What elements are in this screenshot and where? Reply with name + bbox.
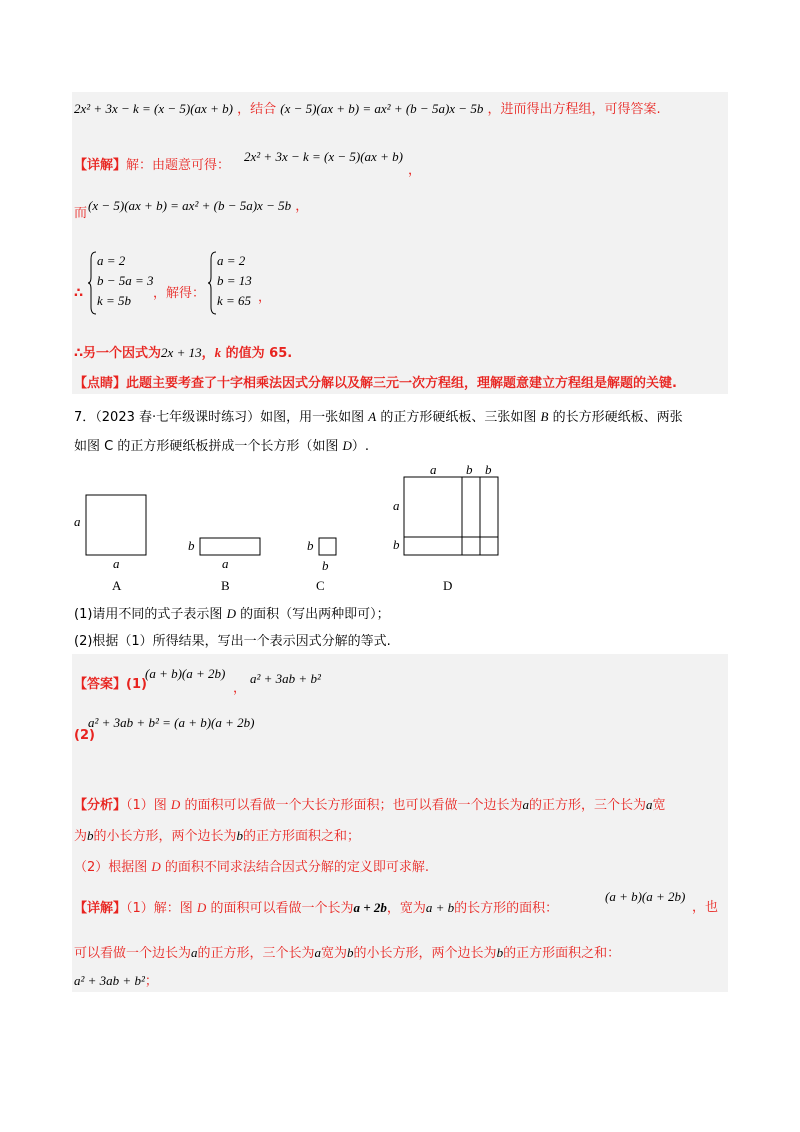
detail-tag: 【详解】 bbox=[74, 901, 127, 916]
variable: b bbox=[496, 945, 504, 960]
text: ，结合 bbox=[237, 102, 277, 117]
square-a bbox=[86, 495, 146, 555]
analysis-line-1 bbox=[74, 796, 665, 815]
comment-text: 此题主要考查了十字相乘法因式分解以及解三元一次方程组，理解题意建立方程组是解题的关键. bbox=[126, 376, 677, 391]
label-a: a bbox=[430, 462, 437, 477]
equation: (x − 5)(ax + b) = ax² + (b − 5a)x − 5b bbox=[280, 101, 484, 116]
text: 可以看做一个边长为 bbox=[74, 946, 192, 961]
text: 解：由题意可得： bbox=[126, 158, 231, 173]
text: 的长方形的面积： bbox=[454, 901, 559, 916]
subq-2 bbox=[74, 633, 391, 651]
text: ，也 bbox=[692, 900, 719, 915]
variable: D bbox=[226, 606, 236, 621]
variable: A bbox=[368, 409, 377, 424]
answer-expr-1 bbox=[145, 665, 225, 684]
answer-line-1 bbox=[74, 676, 147, 694]
label-b: b bbox=[307, 538, 314, 553]
variable: b bbox=[87, 828, 94, 843]
detail-line-1 bbox=[74, 157, 230, 175]
text: 的面积可以看做一个大长方形面积；也可以看做一个边长为 bbox=[180, 798, 523, 813]
comment-tag: 【点睛】 bbox=[74, 376, 127, 391]
label-b: b bbox=[322, 558, 329, 573]
text: 的正方形面积之和； bbox=[243, 829, 361, 844]
rect-b bbox=[200, 538, 260, 555]
variable: a bbox=[645, 797, 653, 812]
expression: a² + 3ab + b² bbox=[74, 973, 145, 988]
text: 的小长方形，两个边长为 bbox=[93, 829, 237, 844]
solve-text: ，解得： bbox=[153, 286, 206, 301]
text: (1)请用不同的式子表示图 bbox=[74, 607, 227, 622]
expression: a + b bbox=[425, 900, 455, 915]
system-row: a = 2 bbox=[217, 253, 246, 268]
variable: b bbox=[236, 828, 244, 843]
text: 而 bbox=[74, 206, 88, 221]
variable: a bbox=[522, 797, 529, 812]
system-row: k = 5b bbox=[97, 293, 132, 308]
text: 的面积可以看做一个长为 bbox=[206, 901, 354, 916]
text: 7．（2023 春·七年级课时练习）如图，用一张如图 bbox=[74, 410, 369, 425]
text: 宽为 bbox=[321, 946, 348, 961]
analysis-top-line bbox=[74, 100, 661, 119]
figure bbox=[60, 455, 720, 595]
variable: k bbox=[214, 345, 222, 360]
text: 为 bbox=[74, 829, 88, 844]
system-row: b = 13 bbox=[217, 273, 252, 288]
expression: a² + 3ab + b² = (a + b)(a + 2b) bbox=[88, 715, 255, 730]
variable: D bbox=[196, 900, 207, 915]
text: （1）图 bbox=[126, 798, 171, 813]
text: 的正方形硬纸板、三张如图 bbox=[376, 410, 541, 425]
separator: ， bbox=[233, 681, 247, 696]
answer-tag: 【答案】 bbox=[74, 677, 127, 692]
detail-line-2 bbox=[74, 205, 87, 223]
system-row: a = 2 bbox=[97, 253, 126, 268]
equation: 2x² + 3x − k = (x − 5)(ax + b) bbox=[244, 149, 403, 164]
part-number: (2) bbox=[74, 728, 95, 743]
label-b: b bbox=[188, 538, 195, 553]
analysis-tag: 【分析】 bbox=[74, 798, 127, 813]
detail-eq-2 bbox=[88, 197, 308, 216]
label-a: a bbox=[74, 514, 81, 529]
solution-block-bottom bbox=[72, 654, 728, 992]
system-row: k = 65 bbox=[217, 293, 252, 308]
text: ）. bbox=[351, 439, 370, 454]
comment-line bbox=[74, 375, 677, 393]
expression: a + 2b bbox=[353, 900, 387, 915]
q7-line-1 bbox=[74, 408, 683, 427]
variable: b bbox=[347, 945, 354, 960]
detail-tag: 【详解】 bbox=[74, 158, 127, 173]
text: ， bbox=[201, 346, 215, 361]
analysis-line-3 bbox=[74, 858, 429, 877]
label-a: a bbox=[393, 498, 400, 513]
comma: ， bbox=[295, 199, 309, 214]
detail-eq-1 bbox=[244, 148, 403, 167]
text: 的小长方形，两个边长为 bbox=[353, 946, 497, 961]
therefore-symbol: ∴ bbox=[74, 286, 84, 301]
text: 的长方形硬纸板、两张 bbox=[548, 410, 683, 425]
text: ； bbox=[144, 974, 158, 989]
square-c bbox=[319, 538, 336, 555]
expression: 2x + 13 bbox=[161, 345, 202, 360]
equation: 2x² + 3x − k = (x − 5)(ax + b) bbox=[74, 101, 233, 116]
text: 如图 C 的正方形硬纸板拼成一个长方形（如图 bbox=[74, 439, 343, 454]
text: ，宽为 bbox=[386, 901, 426, 916]
label-b: b bbox=[485, 462, 492, 477]
text: 的正方形，三个长为 bbox=[197, 946, 315, 961]
analysis-line-2 bbox=[74, 827, 360, 846]
caption-d: D bbox=[443, 578, 453, 593]
text: ，进而得出方程组，可得答案. bbox=[487, 102, 661, 117]
text: 的面积不同求法结合因式分解的定义即可求解. bbox=[160, 860, 430, 875]
text: 的值为 65. bbox=[221, 346, 293, 361]
text: 的面积（写出两种即可）； bbox=[235, 607, 390, 622]
caption-b: B bbox=[221, 578, 230, 593]
variable: a bbox=[191, 945, 198, 960]
subq-1 bbox=[74, 605, 390, 624]
text: （1）解：图 bbox=[126, 901, 197, 916]
answer-expr-3 bbox=[88, 714, 254, 733]
text: (2)根据（1）所得结果，写出一个表示因式分解的等式. bbox=[74, 634, 391, 649]
caption-a: A bbox=[112, 578, 122, 593]
text: 的正方形面积之和： bbox=[503, 946, 621, 961]
expression: a² + 3ab + b² bbox=[250, 671, 321, 686]
variable: D bbox=[170, 797, 181, 812]
conclusion-line bbox=[74, 344, 292, 363]
text: 的正方形，三个长为 bbox=[528, 798, 646, 813]
comma: ， bbox=[258, 290, 272, 305]
rect-d bbox=[404, 477, 498, 555]
detail2-line-1 bbox=[74, 899, 558, 918]
variable: B bbox=[540, 409, 549, 424]
label-b: b bbox=[466, 462, 473, 477]
expression: (a + b)(a + 2b) bbox=[605, 889, 686, 904]
q7-line-2 bbox=[74, 437, 369, 456]
detail2-expr bbox=[605, 888, 685, 907]
variable: a bbox=[314, 945, 322, 960]
expression: (a + b)(a + 2b) bbox=[145, 666, 226, 681]
label-a: a bbox=[113, 556, 120, 571]
part-number: (1) bbox=[126, 677, 147, 692]
detail2-line-2 bbox=[74, 944, 620, 963]
system-2 bbox=[217, 251, 252, 311]
equation: (x − 5)(ax + b) = ax² + (b − 5a)x − 5b bbox=[88, 198, 292, 213]
caption-c: C bbox=[316, 578, 325, 593]
comma: ， bbox=[408, 163, 422, 178]
variable: D bbox=[151, 859, 161, 874]
answer-expr-2 bbox=[250, 670, 321, 689]
system-row: b − 5a = 3 bbox=[97, 273, 154, 288]
variable: D bbox=[342, 438, 352, 453]
detail2-line-3 bbox=[74, 972, 158, 991]
text: 宽 bbox=[652, 798, 666, 813]
text: ∴另一个因式为 bbox=[74, 346, 162, 361]
label-b: b bbox=[393, 537, 400, 552]
system-1 bbox=[97, 251, 154, 311]
label-a: a bbox=[222, 556, 229, 571]
text: （2）根据图 bbox=[74, 860, 152, 875]
